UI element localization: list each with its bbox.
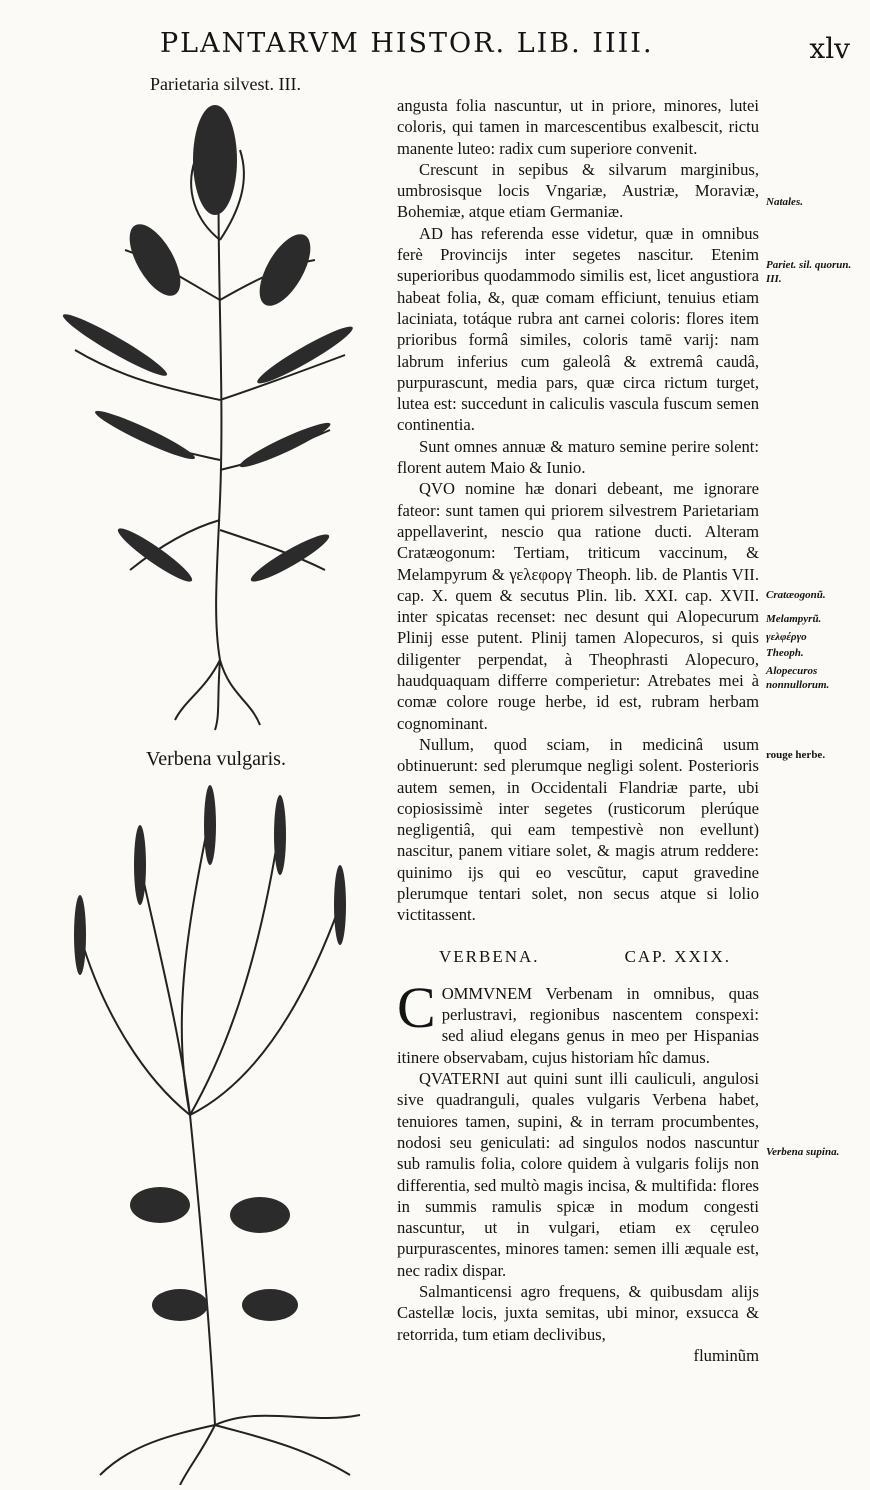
paragraph: Nullum, quod sciam, in medicinâ usum obtinuerunt: sed plerumque negligi solent. Posterioris autem semen, in Occidentali Flandriæ parte, ubi copiosissimè inter segetes (rusticorum plerúque negligentiâ, qui eam tempestivè non evellunt) nascitur, panem vitiare solet, & magis atrum reddere: quinimo ijs qui eo vescũtur, caput gravedine plerumque tentari solet, non secus atque si lolio victitassent. <box>397 734 759 925</box>
margin-note: Theoph. <box>766 647 804 659</box>
chapter-number: CAP. XXIX. <box>624 946 731 966</box>
margin-note: Natales. <box>766 196 803 208</box>
chapter-title: VERBENA. <box>439 946 540 966</box>
paragraph: Crescunt in sepibus & silvarum marginibus, umbrosisque locis Vngariæ, Austriæ, Moraviæ, Bohemiæ, atque etiam Germaniæ. <box>397 159 759 222</box>
verbena-woodcut <box>40 785 395 1485</box>
figure-caption-parietaria: Parietaria silvest. III. <box>150 74 301 94</box>
running-title: PLANTARVM HISTOR. LIB. IIII. <box>160 28 654 59</box>
catchword: fluminũm <box>693 1345 759 1365</box>
margin-note: Cratæogonũ. <box>766 589 826 601</box>
margin-note: Verbena supina. <box>766 1146 840 1158</box>
parietaria-woodcut <box>35 100 365 735</box>
paragraph: QVO nomine hæ donari debeant, me ignorare fateor: sunt tamen qui priorem silvestrem Parietariam appellaverint, nescio qua ratione ducti. Alteram Cratæogonum: Tertiam, triticum vaccinum, & Melampyrum & γελεφοργ Theoph. lib. de Plantis VII. cap. X. quem & secutus Plin. lib. XXI. cap. XVII. inter spicatas recenset: nec desunt qui Alopecurum Plinij esse putent. Plinij tamen Alopecuros, si quis diligenter perpendat, à Theophrasti Alopecuro, haudquaquam differre comperietur: Atrebates mei à comæ colore rouge herbe, id est, rubram herbam cognominant. <box>397 479 759 733</box>
paragraph: QVATERNI aut quini sunt illi cauliculi, angulosi sive quadranguli, quales vulgaris Verbena habet, tenuiores tamen, supini, & in terram procumbentes, nodosi seu geniculati: ad singulos nodos nascuntur sub ramulis folia, colore quidem à vulgaris folijs non differentia, sed multò magis incisa, & multifida: flores in summis ramulis spicæ in modum congesti nascuntur, ut in vulgari, etiam ex cęruleo purpurascentes, minores tamen: semen illi æquale est, nec radix dispar. <box>397 1069 759 1280</box>
paragraph: Salmanticensi agro frequens, & quibusdam alijs Castellæ locis, juxta semitas, ubi minor, exsucca & retorrida, tum etiam declivibus, <box>397 1282 759 1344</box>
margin-note: γελφέργο <box>766 631 807 643</box>
paragraph: Sunt omnes annuæ & maturo semine perire solent: florent autem Maio & Iunio. <box>397 436 759 478</box>
paragraph: angusta folia nascuntur, ut in priore, minores, lutei coloris, qui tamen in marcescentibus exalbescit, rictu manente luteo: radix cum superiore convenit. <box>397 96 759 158</box>
margin-note: Melampyrũ. <box>766 613 822 625</box>
figure-caption-verbena: Verbena vulgaris. <box>146 748 286 770</box>
margin-note: rouge herbe. <box>766 749 826 761</box>
main-text-column <box>397 95 759 1366</box>
margin-note: Alopecuros nonnullorum. <box>766 665 830 691</box>
margin-note: Pariet. sil. quorun. III. <box>766 259 852 285</box>
drop-cap: C <box>397 974 436 1040</box>
paragraph: AD has referenda esse videtur, quæ in omnibus ferè Provincijs inter segetes nascitur. Etenim superioribus quodammodo similis est, licet angustiora habeat folia, &, quæ comam efficiunt, tenuius etiam laciniata, totáque rubra ant carnei coloris: flores item prioribus formâ similes, coloris tamē varij: nam labrum inferius cum galeolâ & extremâ caudâ, purpurascunt, media pars, quæ circa rictum turget, lutea est: succedunt in caliculis vascula fuscum semen continentia. <box>397 223 759 435</box>
page-header <box>160 28 850 76</box>
chapter-heading <box>397 926 759 983</box>
page-number: xlv <box>809 32 850 65</box>
paragraph: COMMVNEM Verbenam in omnibus, quas perlustravi, regionibus nascentem conspexi: sed aliud elegans genus in meo per Hispanias itinere observabam, cujus historiam hîc damus. <box>397 974 759 1067</box>
